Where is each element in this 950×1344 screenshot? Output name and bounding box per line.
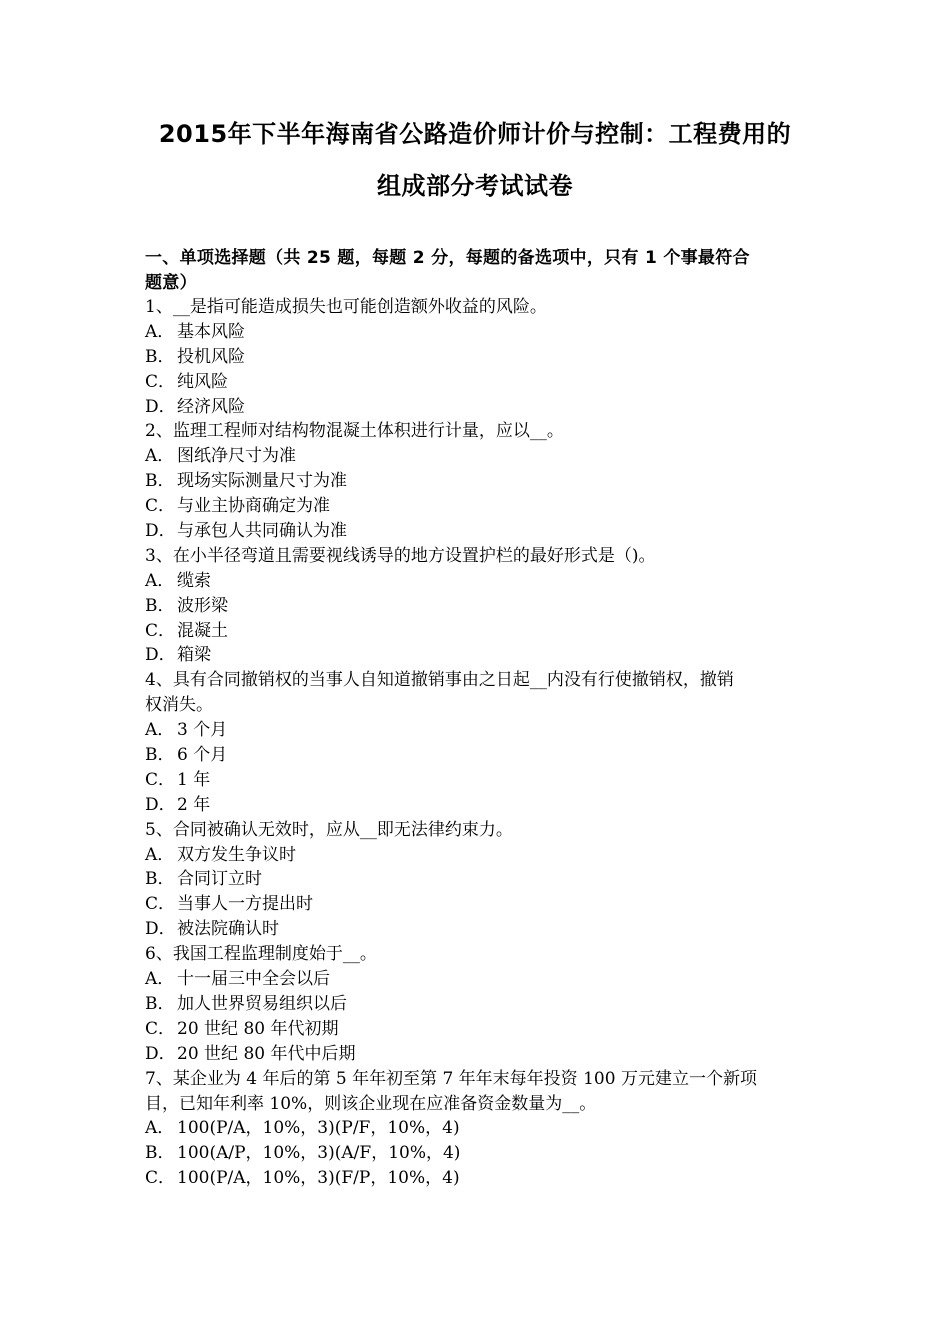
option-text: 当事人一方提出时 [177,894,313,915]
answer-option [145,917,810,942]
section-heading-line-1: 一、单项选择题（共 25 题，每题 2 分，每题的备选项中，只有 1 个事最符合 [145,248,750,268]
answer-option [145,743,810,768]
option-letter: C． [145,496,176,517]
question-item [145,419,810,543]
question-item [145,818,810,942]
option-text: 双方发生争议时 [177,844,296,865]
question-item [145,668,810,817]
answer-option [145,619,810,644]
question-stem-line: 1、__是指可能造成损失也可能创造额外收益的风险。 [145,297,547,317]
option-text: 箱梁 [177,645,211,666]
option-letter: C． [145,769,176,790]
option-letter: A． [145,969,175,990]
option-letter: C． [145,894,176,915]
question-stem-line: 3、在小半径弯道且需要视线诱导的地方设置护栏的最好形式是（)。 [145,545,656,566]
answer-option [145,1017,810,1042]
answer-option [145,718,810,743]
option-text: 投机风险 [177,346,245,367]
option-letter: B． [145,745,175,766]
option-letter: A． [145,844,175,865]
question-stem-line: 目，已知年利率 10%，则该企业现在应准备资金数量为__。 [145,1093,597,1114]
option-letter: A． [145,446,175,467]
question-item [145,1067,810,1191]
answer-option [145,320,810,345]
section-heading [145,246,810,296]
answer-option [145,1166,810,1191]
answer-option [145,395,810,420]
option-letter: C． [145,371,176,392]
option-letter: B． [145,471,175,492]
question-stem-line: 5、合同被确认无效时，应从__即无法律约束力。 [145,819,513,840]
answer-option [145,843,810,868]
answer-option [145,768,810,793]
document-title-line-2: 组成部分考试试卷 [377,172,573,200]
option-text: 波形梁 [177,595,228,616]
option-text: 合同订立时 [177,869,262,890]
option-text: 1 年 [177,769,211,790]
answer-option [145,345,810,370]
option-letter: C． [145,1018,176,1039]
question-stem-line: 7、某企业为 4 年后的第 5 年年初至第 7 年年末每年投资 100 万元建立一个新项 [145,1068,757,1089]
document-title-line-1: 2015年下半年海南省公路造价师计价与控制：工程费用的 [158,120,792,148]
answer-option [145,1042,810,1067]
answer-option [145,569,810,594]
question-list [145,295,810,1191]
option-text: 20 世纪 80 年代中后期 [177,1043,356,1064]
option-letter: D． [145,521,176,542]
option-letter: A． [145,720,175,741]
question-item [145,295,810,419]
answer-option [145,519,810,544]
option-text: 100(A/P，10%，3)(A/F，10%，4) [177,1143,461,1164]
answer-option [145,892,810,917]
option-letter: B． [145,869,175,890]
question-item [145,544,810,668]
option-letter: A． [145,1118,175,1139]
section-heading-line-2: 题意） [145,273,197,293]
question-item [145,942,810,1066]
question-stem-line: 权消失。 [145,695,213,716]
answer-option [145,867,810,892]
option-text: 图纸净尺寸为准 [177,446,296,467]
option-text: 与承包人共同确认为准 [177,521,347,542]
option-letter: C． [145,1168,176,1189]
option-letter: A． [145,321,175,342]
option-text: 现场实际测量尺寸为准 [177,471,347,492]
question-stem-line: 6、我国工程监理制度始于__。 [145,944,377,965]
answer-option [145,967,810,992]
option-text: 与业主协商确定为准 [177,496,330,517]
option-text: 100(P/A，10%，3)(P/F，10%，4) [177,1118,460,1139]
answer-option [145,370,810,395]
answer-option [145,494,810,519]
option-text: 混凝土 [177,620,228,641]
option-text: 纯风险 [177,371,228,392]
option-letter: C． [145,620,176,641]
question-stem-line: 2、监理工程师对结构物混凝土体积进行计量，应以__。 [145,421,564,442]
option-letter: D． [145,919,176,940]
option-letter: D． [145,1043,176,1064]
question-stem-line: 4、具有合同撤销权的当事人自知道撤销事由之日起__内没有行使撤销权，撤销 [145,670,734,691]
option-text: 100(P/A，10%，3)(F/P，10%，4) [177,1168,460,1189]
option-letter: D． [145,794,176,815]
option-text: 2 年 [177,794,211,815]
option-text: 十一届三中全会以后 [177,969,330,990]
option-text: 被法院确认时 [177,919,279,940]
option-text: 缆索 [177,570,211,591]
option-letter: D． [145,396,176,417]
answer-option [145,1116,810,1141]
answer-option [145,1141,810,1166]
option-text: 3 个月 [177,720,228,741]
answer-option [145,444,810,469]
option-letter: A． [145,570,175,591]
option-letter: B． [145,1143,175,1164]
option-letter: D． [145,645,176,666]
answer-option [145,793,810,818]
option-letter: B． [145,595,175,616]
option-letter: B． [145,346,175,367]
option-letter: B． [145,993,175,1014]
answer-option [145,594,810,619]
option-text: 6 个月 [177,745,228,766]
option-text: 基本风险 [177,321,245,342]
option-text: 经济风险 [177,396,245,417]
answer-option [145,992,810,1017]
option-text: 加人世界贸易组织以后 [177,993,347,1014]
answer-option [145,643,810,668]
answer-option [145,469,810,494]
option-text: 20 世纪 80 年代初期 [177,1018,339,1039]
